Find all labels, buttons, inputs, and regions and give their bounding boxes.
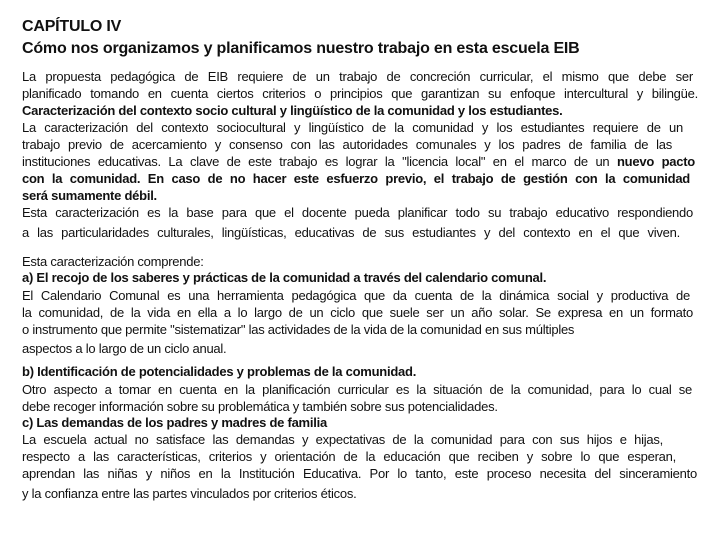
text-line	[22, 364, 462, 380]
bold-text: nuevo pacto	[616, 154, 696, 169]
text-line	[22, 103, 627, 119]
text-segment: Esta caracterización comprende:	[22, 254, 204, 269]
text-segment: aspectos a lo largo de un ciclo anual.	[22, 341, 227, 356]
text-line	[22, 432, 663, 448]
text-segment: a las particularidades culturales, lingüísticas, educativas de sus estudiantes y del contexto en el que viven.	[22, 225, 680, 240]
bold-text: a) El recojo de los saberes y prácticas de la comunidad a través del calendario comunal.	[22, 270, 547, 285]
text-line	[22, 137, 672, 153]
text-segment: y la confianza entre las partes vinculados por criterios éticos.	[22, 486, 357, 501]
text-line	[22, 305, 693, 321]
page-title: Cómo nos organizamos y planificamos nuestro trabajo en esta escuela EIB	[22, 40, 580, 57]
text-line	[22, 254, 205, 270]
bold-text: Caracterización del contexto socio cultural y lingüístico de la comunidad y los estudiantes.	[22, 103, 563, 118]
text-line	[22, 486, 400, 502]
text-line	[22, 154, 695, 170]
bold-text: con la comunidad. En caso de no hacer este esfuerzo previo, el trabajo de gestión con la comunidad	[22, 171, 690, 186]
text-segment: El Calendario Comunal es una herramienta pedagógica que da cuenta de la dinámica social y productiva de	[22, 288, 690, 303]
text-line	[22, 205, 693, 221]
text-line	[22, 399, 557, 415]
text-line	[22, 322, 647, 338]
text-segment: trabajo previo de acercamiento y consenso con las autoridades comunales y los padres de familia de las	[22, 137, 672, 152]
text-line	[22, 188, 173, 204]
text-segment: aprendan las niñas y niños en la Institución Educativa. Por lo tanto, este proceso necesita del sinceramiento	[22, 466, 697, 481]
text-line	[22, 415, 365, 431]
text-segment: Esta caracterización es la base para que el docente pueda planificar todo su trabajo educativo respondiendo	[22, 205, 693, 220]
text-line	[22, 171, 690, 187]
text-segment: debe recoger información sobre su problemática y también sobre sus potencialidades.	[22, 399, 498, 414]
text-line	[22, 120, 683, 136]
text-line	[22, 86, 698, 102]
chapter-heading: CAPÍTULO IV	[22, 18, 122, 35]
text-line	[22, 69, 693, 85]
text-line	[22, 288, 690, 304]
bold-text: b) Identificación de potencialidades y problemas de la comunidad.	[22, 364, 417, 379]
text-segment: La escuela actual no satisface las demandas y expectativas de la comunidad para con sus hijos e hijas,	[22, 432, 663, 447]
text-segment: planificado tomando en cuenta ciertos criterios o principios que garantizan su enfoque intercultural y bilingüe.	[22, 86, 698, 101]
bold-text: c) Las demandas de los padres y madres de familia	[22, 415, 327, 430]
text-segment: La propuesta pedagógica de EIB requiere de un trabajo de concreción curricular, el mismo que debe ser	[22, 69, 693, 84]
text-segment: respecto a las características, criterios y orientación de la educación que reciben y sobre lo que esperan,	[22, 449, 676, 464]
text-segment: La caracterización del contexto sociocultural y lingüístico de la comunidad y los estudiantes requiere de un	[22, 120, 683, 135]
text-line	[22, 225, 680, 241]
text-line	[22, 270, 607, 286]
text-line	[22, 341, 250, 357]
text-segment: o instrumento que permite "sistematizar" las actividades de la vida de la comunidad en sus múltiples	[22, 322, 575, 337]
text-segment: la comunidad, de la vida en ella a lo largo de un ciclo que suele ser un año solar. Se expresa en un formato	[22, 305, 693, 320]
text-segment: instituciones educativas. La clave de este trabajo es lograr la "licencia local" en el marco de un	[22, 154, 617, 169]
text-line	[22, 449, 676, 465]
text-line	[22, 382, 692, 398]
text-line	[22, 466, 697, 482]
text-segment: Otro aspecto a tomar en cuenta en la planificación curricular es la situación de la comunidad, para lo cual se	[22, 382, 692, 397]
bold-text: será sumamente débil.	[22, 188, 157, 203]
